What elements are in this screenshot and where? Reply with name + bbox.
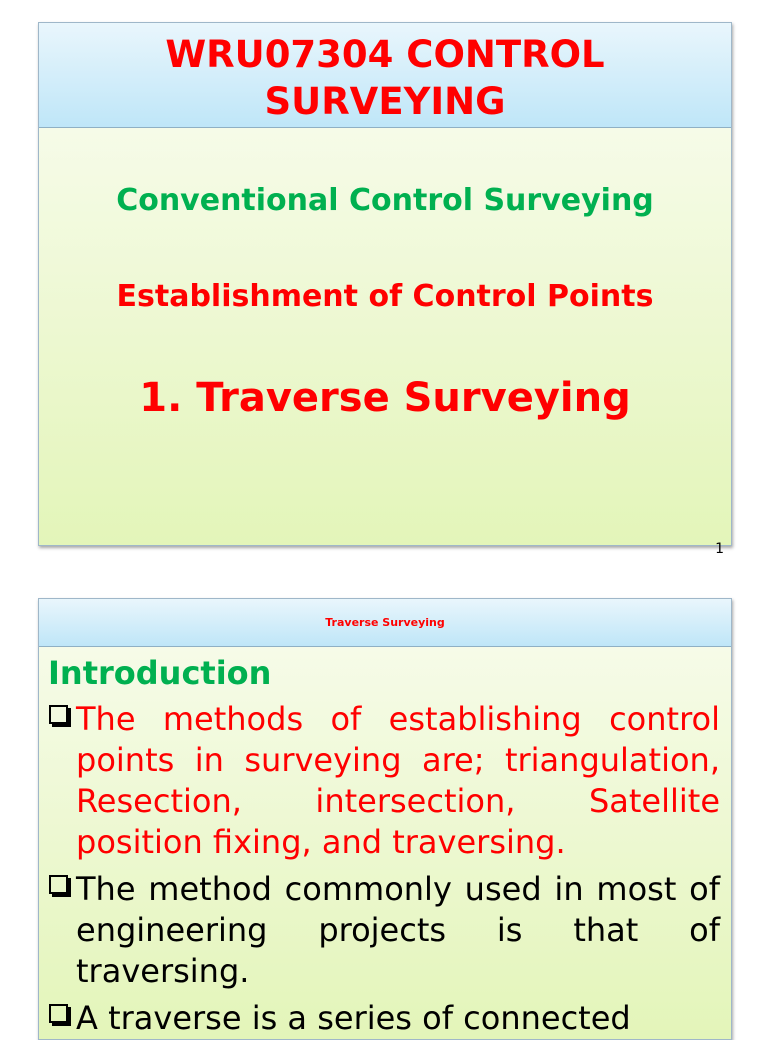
slide-1-title: WRU07304 CONTROL SURVEYING: [165, 33, 605, 123]
slide-2: [38, 598, 732, 1040]
slide-1-title-band: [39, 23, 731, 128]
slide-1-subtitle-green: Conventional Control Surveying: [116, 183, 654, 218]
slide-1-heading: 1. Traverse Surveying: [139, 375, 631, 421]
bullet-item: [47, 699, 720, 863]
bullet-item: [47, 998, 720, 1039]
bullet-text: The method commonly used in most of engineering projects is that of traversing.: [76, 870, 720, 990]
slide-2-title-band: [39, 599, 731, 647]
checkbox-bullet-icon: [49, 705, 68, 724]
checkbox-bullet-icon: [49, 875, 68, 894]
bullet-text: The methods of establishing control points in surveying are; triangulation, Resection, intersection, Satellite position fixing, and traversing.: [76, 700, 720, 861]
bullet-item: [47, 869, 720, 992]
checkbox-bullet-icon: [49, 1004, 68, 1023]
slide-1: [38, 22, 732, 546]
slide-2-header: Traverse Surveying: [325, 616, 445, 629]
bullet-list: [47, 699, 720, 1040]
bullet-text: A traverse is a series of connected: [76, 999, 631, 1037]
section-title: Introduction: [48, 654, 272, 692]
page-number: 1: [715, 541, 724, 557]
slide-1-subtitle-red: Establishment of Control Points: [116, 279, 654, 314]
